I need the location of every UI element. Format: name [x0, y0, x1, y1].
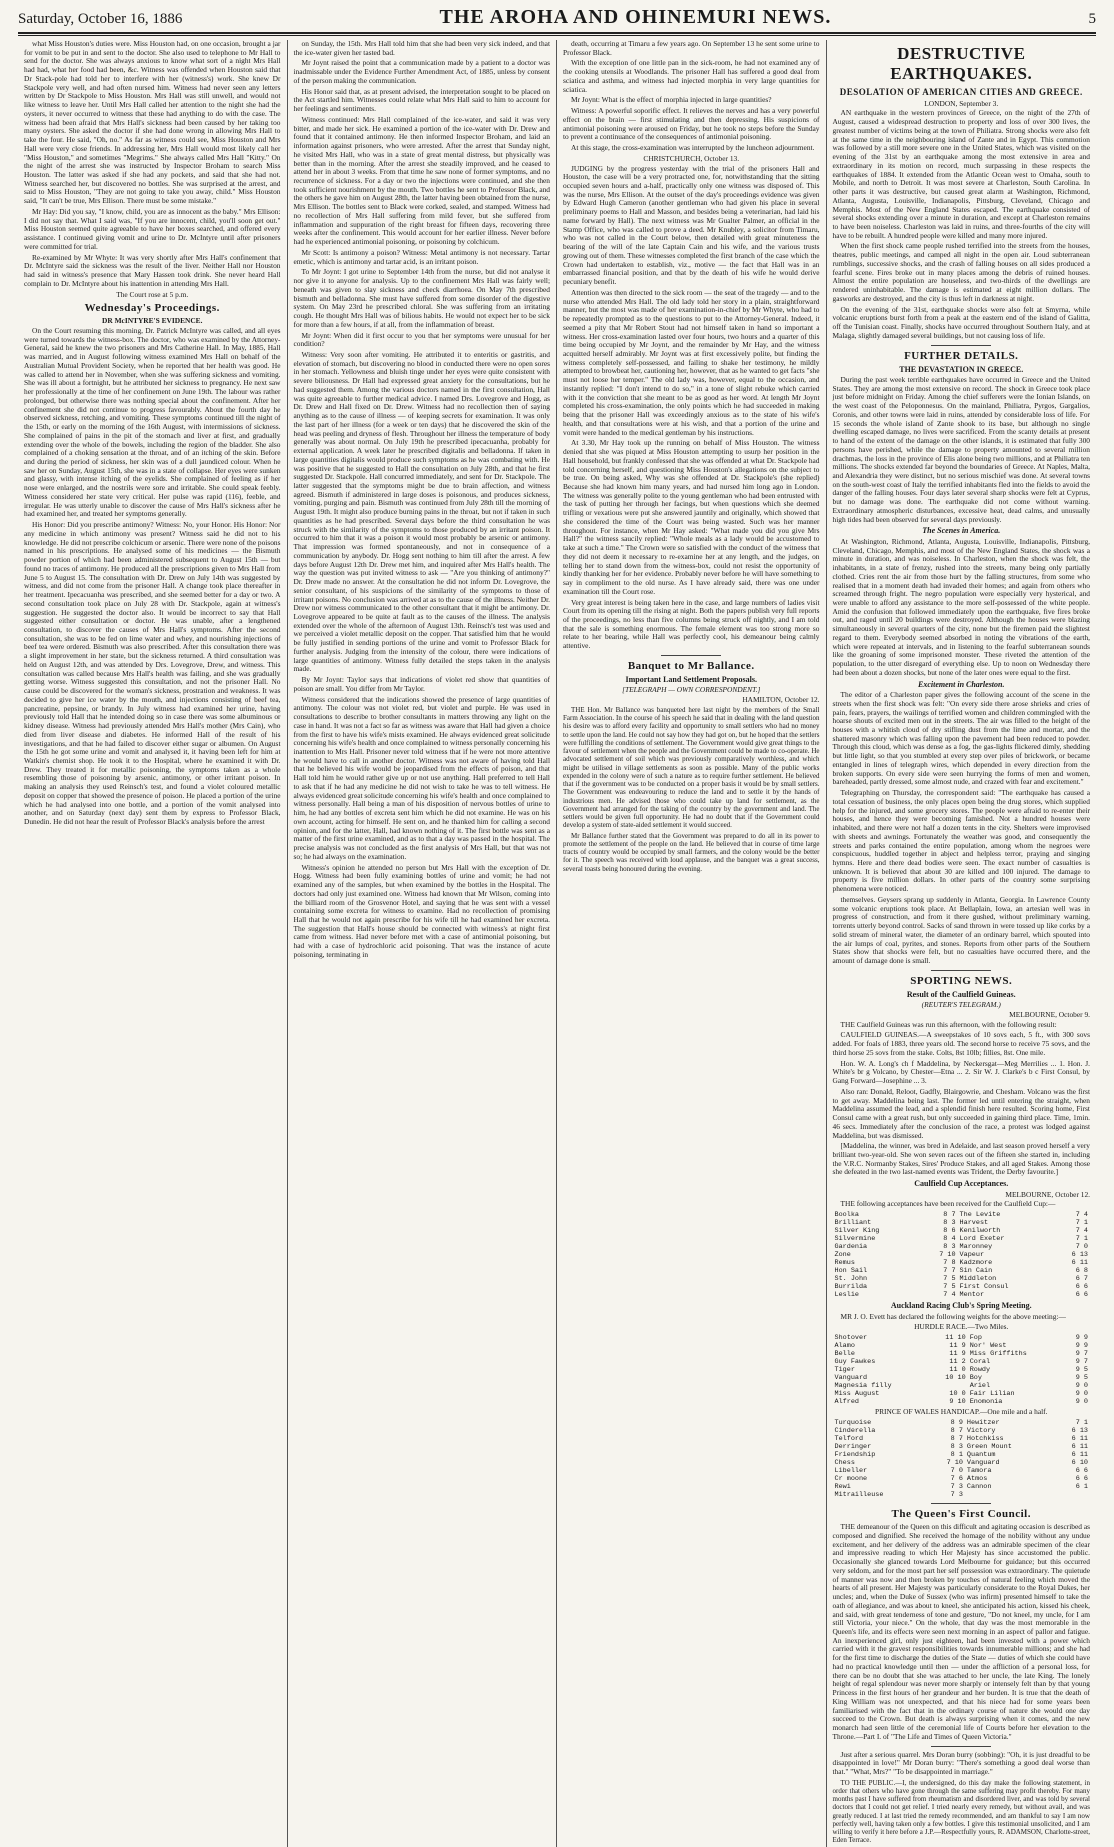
table-row [833, 1259, 1091, 1267]
table-row [833, 1235, 1091, 1243]
paragraph: THE Hon. Mr Ballance was banqueted here last night by the members of the Small Farm Association. In the course of his speech he said that in dealing with the land question his desire was to afford every facility and opportunity to small settlers who had no money to settle upon the land. He could not say how they had got on, but he hoped that the settlers were fulfilling the conditions of settlement. The Government would give great things to the favour of settlement when the people and the Government could be made to co-operate. He advocated settlement of soil which was previously comparatively worthless, and which might be utilised in village settlements as soon as possible. Many of the public works expended in the colony were of such a nature as to require further settlement. He believed that if the government was to be conducted on a proper basis it would be by small settlers. The Government was endeavouring to reduce the land and to settle it by the hands of industrious men. He advised those who could take up land for settlement, as the Government had arranged for the taking of the country by the government and land. The settlers would be given full opportunity. He had no doubt that if the Government could develop a system of state-aided settlement it would succeed. [563, 705, 820, 830]
horse-name: Mitrailleuse [834, 1491, 884, 1500]
table-row [833, 1251, 1091, 1259]
paragraph: By Mr Joynt: Taylor says that indications of violet red show that quantities of poison are small. You differ from Mr Taylor. [293, 675, 550, 693]
horse-weight: 6 1 [1075, 1483, 1088, 1492]
horse-name: Shotover [834, 1334, 868, 1343]
horse-name: Cinderella [834, 1427, 876, 1436]
paragraph: Mr Joynt: What is the effect of morphia injected in large quantities? [571, 95, 772, 105]
horse-name: First Consul [959, 1283, 1009, 1292]
masthead [18, 6, 1096, 34]
dateline: MELBOURNE, October 12. [1005, 1189, 1090, 1199]
horse-weight: 11 2 [949, 1358, 966, 1367]
table-row [833, 1283, 1091, 1291]
horse-name: Hotchkiss [966, 1435, 1004, 1444]
newspaper-title: THE AROHA AND OHINEMURI NEWS. [439, 6, 832, 28]
horse-name: Sin Cain [959, 1267, 993, 1276]
horse-weight: 9 5 [1075, 1374, 1088, 1383]
horse-name: Middleton [959, 1275, 997, 1284]
horse-name: Cr moone [834, 1475, 868, 1484]
heading-queens-council: The Queen's First Council. [891, 1508, 1031, 1521]
subheading-scenes: The Scenes in America. [922, 526, 1001, 536]
table-row [833, 1243, 1091, 1251]
horse-name: St. John [834, 1275, 868, 1284]
table-row [833, 1398, 1091, 1406]
horse-name: Rowdy [969, 1366, 991, 1375]
horse-name: Ariel [969, 1382, 991, 1391]
horse-weight: 6 8 [1075, 1267, 1088, 1276]
horse-weight: 7 5 [943, 1283, 956, 1292]
table-row [833, 1435, 1091, 1443]
horse-weight: 8 3 [950, 1443, 963, 1452]
horse-weight: 6 6 [1075, 1467, 1088, 1476]
paragraph: On the Court resuming this morning, Dr. Patrick McIntyre was called, and all eyes were turned towards the witness-box. The doctor, who was examined by the Attorney-General, said he knew the two prisoners and Mrs Catherine Hall. In May, 1885, Hall was married, and in August following witness examined Mrs Hall on behalf of the Australian Mutual Provident Society, when he reported that her health was good. He was called to attend her in November, when she was suffering sickness and vomiting. She was ill about a fortnight, but he attributed her sickness to pregnancy. He next saw her professionally at the time of her confinement on June 19th. The labour was rather prolonged, but otherwise there was nothing special about the confinement. After her confinement she did not continue to progress favourably. About the fourth day he observed sickness, retching, and vomiting. These symptoms continued till the night of the 15th, or early on the morning of the 16th August, with intermissions of sickness. She complained of pains in the pit of the stomach and liver at first, and gradually extending over the whole of the bowels, including the region of the bladder. She also complained of a choking sensation at the throat, and of an itching of the skin. Before and during the period of sickness, her skin was of a dull jaundiced colour. When he saw her on Sunday, August 15th, she was in a state of collapse. Her eyes were sunken and glassy, with intense itching of the eyelids. She complained of feeling as if her nose were enlarged, and the nostrils were sore and irritable. She could speak feebly. Witness considered her state very critical. Her pulse was rapid (116), feeble, and irregular. He was utterly unable to discover the cause of Mrs Hall's sickness after he had examined her, and treated her symptoms generally. [24, 326, 281, 519]
horse-weight [929, 1382, 968, 1390]
column-4 [827, 40, 1097, 1847]
horse-name: Brilliant [834, 1219, 872, 1228]
columns [18, 39, 1096, 1845]
paragraph: Re-examined by Mr Whyte: It was very shortly after Mrs Hall's confinement that Dr. McIntyre said the sickness was the result of the liver. Neither Hall nor Houston had said in witness's presence that Mary Hassen took drink. She never heard Hall complain to Dr. McIntyre about his inattention in attending Mrs Hall. [24, 252, 281, 288]
horse-weight: 7 1 [1075, 1219, 1088, 1228]
paragraph: The editor of a Charleston paper gives the following account of the scene in the streets when the first shock was felt: "On every side there arose shrieks and cries of pain, fears, prayers, the wailings of terrified women and children commingled with the hoarse shouts of excited men out in the streets. The air was filled to the height of the houses with a whitish cloud of dry stifling dust from the lime and mortar, and the shattered masonry which was falling upon the pavement had been reduced to powder. Through this cloud, which was dense as a fog, the gas-lights flickered dimly, shedding but little light, so that you stumbled at every step over piles of brickwork, or became entangled in lines of telegraph wires, which depended in every direction from the broken supports. On every side were seen hurrying the forms of men and women, bareheaded, partly dressed, some almost nude, and crazed with fear and excitement." [832, 690, 1090, 787]
horse-name: Fair Lilian [969, 1390, 1015, 1399]
paragraph: THE demeanour of the Queen on this difficult and agitating occasion is described as composed and dignified. She received the homage of the nobility without any undue excitement, and her delivery of the address was an admirable specimen of the clear and impressive reading to which Her Majesty has since accustomed the public. Occasionally she glanced towards Lord Melbourne for guidance; but this occurred very seldom, and for the most part her self possession was extraordinary. The quietude of manner was now and then broken by touches of natural feeling which moved the hearts of all present. Her Majesty was particularly considerate to the Royal Dukes, her uncles; and, when the Duke of Sussex (who was infirm) presented himself to take the oath of allegiance, and was about to kneel, she anticipated his action, kissed his cheek, and said, with great tenderness of tone and gesture, "Do not kneel, my uncle, for I am still Victoria, your niece." On the whole, that day was the most memorable in the Queen's life, and its effects were seen next morning in an aspect of pallor and fatigue. An inexperienced girl, only just eighteen, had been invested with a power which carried with it the gravest responsibilities towards innumerable millions; and she had for the first time to discharge the duties of the State — duties of which she could have had no practical knowledge until then — under the affliction of a personal loss, for there can be no doubt that she was attached to her uncle, the late King. The lonely height of regal splendour was never more sharply or intensely felt than by that young Princess in the first hours of her grandeur and her burden. It is true that the death of King William was not unexpected, and that his niece had for some years been familiarised with the fact that in the ordinary course of nature she would one day succeed to the Crown. But death is always surprising when it comes, and the new monarch had seen little of the ceremonial life of Courts before her elevation to the Throne.—Part I. of "The Life and Times of Queen Victoria." [832, 1522, 1090, 1741]
paragraph: Mr Scott: Is antimony a poison? Witness: Metal antimony is not necessary. Tartar emetic, which is antimony and tartar acid, is an irritant poison. [293, 247, 550, 266]
horse-name: Vanguard [834, 1374, 868, 1383]
horse-weight: 7 10 [946, 1459, 963, 1468]
horse-weight: 8 6 [943, 1227, 956, 1236]
horse-name: Silver King [834, 1227, 880, 1236]
paragraph: themselves. Geysers sprang up suddenly in Atlanta, Georgia. In Lawrence County some volcanic eruptions took place. At Bellaplain, Iowa, an artesian well was in progress of construction, and from it there gushed, without preliminary warning, torrents utterly beyond control. Sacks of sand thrown in were tossed up like corks by a solid stream of mineral water, the diameter of an ordinary barrel, which spouted into the air lumps of coal, pyrites, and stones. Reports from other parts of the Southern States show that shocks were felt, but no casualties have occurred there, and the amount of damage done is small. [832, 894, 1090, 966]
paragraph: Mr Ballance further stated that the Government was prepared to do all in its power to promote the settlement of the people on the land. He believed that in course of time large tracts of country would be occupied by small farmers, and the colony would be the better for it. The speech was received with loud applause, and the banquet was a great success, several toasts being honoured during the evening. [563, 831, 820, 873]
paragraph: death, occurring at Timaru a few years ago. On September 13 he sent some urine to Professor Black. [563, 39, 820, 57]
paragraph: Witness's opinion he attended no person but Mrs Hall with the exception of Dr. Hogg. Witness had been fully examining bottles of urine and vomit; he had not examined any of the samples, but when examined by the bottles in the Hospital. The doctors had only just examined one. Witness had known that Mr Wilson, coming into the billiard room of the Grosvenor Hotel, and saying that he was sent with a vessel containing some excreta for witness to examine. Had no recollection of promising Hall that he would not again prescribe for his wife till he had examined her excreta. The suggestion that Hall's house should be connected with witness's at night first came from witness. Had never before met with a case of antimonial poisoning, but had with a case of hydrochloric acid poisoning. That was the instance of acute poisoning, terminating in [293, 862, 550, 959]
paragraph: JUDGING by the progress yesterday with the trial of the prisoners Hall and Houston, the case will be a very protracted one, for, notwithstanding that the sitting occupied seven hours and a-half, practically only one witness was disposed of. This was the nurse, Mrs Ellison. At the outset of the day's proceedings evidence was given by Edward Hugh Cameron (another gentleman who had given his place in several preliminary poems to Hall and Masson, and besides being a veterinarian, had laid his name forward by Hall). The next witness was Mr Gualter Palmer, an official in the Stamp Office, who was called to prove a deed. Mr Knubley, a solicitor from Timaru, who was not called in the Court below, then detailed with great minuteness the bearing of the will of the late Captain Cain and his wife, and the various trusts growing out of them. These witnesses completed the first branch of the case which the Crown had undertaken to establish, viz., motive — the fact that Hall was in an embarrassed financial position, and that by the death of his wife he would derive pecuniary benefit. [563, 163, 820, 287]
horse-weight: 7 4 [1075, 1211, 1088, 1220]
horse-weight: 8 3 [943, 1219, 956, 1228]
table-row [833, 1443, 1091, 1451]
race-title: HURDLE RACE.—Two Miles. [914, 1322, 1009, 1332]
heading-banquet: Banquet to Mr Ballance. [627, 659, 755, 672]
horse-name: Vapeur [959, 1251, 985, 1260]
table-row [833, 1219, 1091, 1227]
horse-name: Tamora [966, 1467, 992, 1476]
paragraph: CAULFIELD GUINEAS.—A sweepstakes of 10 sovs each, 5 ft., with 300 sovs added. For foals of 1883, three years old. The second horse to receive 75 sovs, and the third horse 25 sovs from the stake. Colts, 8st 10lb; fillies, 8st. One mile. [832, 1030, 1090, 1057]
divider [931, 1746, 991, 1747]
horse-weight: 7 4 [1075, 1227, 1088, 1236]
paragraph: AN earthquake in the western provinces of Greece, on the night of the 27th of August, caused a widespread destruction to property and loss of over 300 lives, the greatest number of victims being at the town of Philiatra. Strong shocks were also felt at the same time in the neighbouring island of Zante and in Egypt. This commotion was followed by a still more severe one in the United States, which was visited on the evening of the 31st by an earthquake among the most extensive in area and extraordinary in its motion on record, much surpassing in these respects the earthquakes of 1884. It extended from the Atlantic Ocean west to Omaha, south to Mobile, and north to Detroit. It was most severe at Charleston, South Carolina. In other parts it was destructive, but caused great alarm at Washington, Richmond, Atlanta, Augusta, Louisville, Indianapolis, Pittsburg, Cleveland, Chicago and Memphis. Most of the New England States escaped. The earthquake consisted of several shocks extending over a minute in duration, and except at Charleston remains to have been noiseless. Charleston was laid in ruins, and three-fourths of the city will have to be rebuilt. A hundred people were killed and many more injured. [832, 108, 1090, 240]
column-1 [18, 40, 288, 1847]
horse-weight: 8 7 [943, 1211, 956, 1220]
horse-weight: 11 10 [945, 1334, 966, 1343]
divider [931, 970, 991, 971]
horse-weight: 9 0 [1075, 1390, 1088, 1399]
subheading-earthquakes: DESOLATION OF AMERICAN CITIES AND GREECE. [839, 87, 1083, 98]
table-row [833, 1491, 1091, 1499]
paragraph: Mr Joynt: When did it first occur to you that her symptoms were unusual for her condition? [293, 330, 550, 349]
horse-weight: 6 13 [1071, 1427, 1088, 1436]
horse-weight: 9 7 [1075, 1358, 1088, 1367]
telegraph-credit: (REUTER'S TELEGRAM.) [921, 1000, 1001, 1010]
subheading-excitement: Excitement in Charleston. [918, 679, 1005, 689]
paragraph: His Honor said that, as at present advised, the interpretation sought to be placed on the Act startled him. Witnesses could relate what Mrs Hall said to him to account for her feelings and sentiments. [293, 86, 550, 114]
paragraph: When the first shock came people rushed terrified into the streets from the houses, theatres, public meetings, and camped all night in the open air. Loud subterranean rumblings, successive shocks, and the crash of falling houses on all sides produced a fearful scene. Fires broke out in many places among the debris of ruined houses. Almost the entire population are houseless, and two-thirds of the dwellings are rendered uninhabitable. The damage is estimated at eight million dollars. The gasworks are destroyed, and the city is thus left in darkness at night. [832, 241, 1090, 303]
horse-weight: 6 7 [1075, 1275, 1088, 1284]
section-subheading: DR McINTYRE'S EVIDENCE. [102, 316, 203, 326]
section-heading-wednesday: Wednesday's Proceedings. [84, 302, 220, 315]
dateline: CHRISTCHURCH, October 13. [643, 153, 740, 163]
horse-weight: 7 7 [943, 1267, 956, 1276]
subheading-cup-acceptances: Caulfield Cup Acceptances. [914, 1179, 1009, 1189]
horse-weight: 9 0 [1075, 1398, 1088, 1407]
horse-weight: 6 6 [1075, 1291, 1088, 1300]
horse-weight: 11 9 [949, 1342, 966, 1351]
horse-name: Miss Griffiths [969, 1350, 1027, 1359]
paragraph: With the exception of one little pan in the sick-room, he had not examined any of the cooking utensils at Woodlands. The prisoner Hall has suffered a good deal from sciatica and asthma, and witness had injected morphia in very large quantities for sciatica. [563, 58, 820, 94]
horse-name: Enomonia [969, 1398, 1003, 1407]
horse-weight: 7 6 [950, 1475, 963, 1484]
horse-name: Chess [834, 1459, 855, 1468]
paragraph: THE following acceptances have been received for the Caulfield Cup:— [840, 1199, 1056, 1209]
paragraph: TO THE PUBLIC.—I, the undersigned, do this day make the following statement, in order that others who have gone through the same suffering may profit thereby. For many months past I have suffered from rheumatism and disordered liver, and was told by several doctors that I could not get relief. I tried nearly every remedy, but without avail, and was greatly reduced. I at last tried the remedy recommended, and am thankful to say I am now perfectly well, having taken only a few bottles. I give this testimonial unsolicited, and I am willing to verify it here before a J.P.—Respectfully yours, R. ADAMSON, Charlotte-street, Eden Terrace. [832, 1778, 1090, 1845]
horse-name: Friendship [834, 1451, 876, 1460]
paragraph: Telegraphing on Thursday, the correspondent said: "The earthquake has caused a total cessation of business, the only places open being the drug stores, which supplied help for the injured, and some grocery stores. The people were afraid to re-enter their houses, and hence they were becoming famished. Not a hundred houses were inhabited, and there were not half a dozen tents in the city. Shelters were improvised with sheets and awnings. Fortunately the weather was good, and consequently the streets and parks contained the entire population, among whom the negroes were conspicuous, huddled together in abject and helpless terror, praying and singing hymns. Here and there dead bodies were seen. The exact number of casualties is unknown. It is believed that about 30 are killed and 100 injured. The damage to property is five million dollars. In other parts of the country some surprising phenomena were noticed. [832, 788, 1090, 894]
horse-name: Burrilda [834, 1283, 868, 1292]
horse-weight: 9 9 [1075, 1334, 1088, 1343]
horse-name: Quantum [966, 1451, 996, 1460]
table-row [833, 1390, 1091, 1398]
heading-further-details: FURTHER DETAILS. [904, 349, 1019, 362]
table-row [833, 1451, 1091, 1459]
horse-name: Vanguard [966, 1459, 1000, 1468]
horse-weight: 9 5 [1075, 1366, 1088, 1375]
horse-name: Kenilworth [959, 1227, 1001, 1236]
horse-name: Leslie [834, 1291, 859, 1300]
horse-weight: 6 10 [1071, 1459, 1088, 1468]
heading-earthquakes: DESTRUCTIVE EARTHQUAKES. [890, 44, 1033, 84]
horse-weight: 7 4 [943, 1291, 956, 1300]
paragraph: Witness: Very soon after vomiting. He attributed it to enteritis or gastritis, and elevation of stomach, but discovering no blood in conducted there were no open sores in her stomach. Yellowness and bluish tinge under her eyes were quite consistent with severe biliousness. Dr Hall had expressed great anxiety for the consultations, but he had suggested them. Among the various doctors named in the first consultation, Hall was quite agreeable to further medical advice. I named Drs. Lovegrove and Hogg, as Dr. Drew and Hall fixed on Dr. Drew. Witness had no recollection then of saying anything as to the cause of illness — of keeping secrets for examination. It was only the last part of her illness (for a week or ten days) that he discovered the skin of the head was peeling and dryness of flesh. Throughout her illness the temperature of body generally was about normal. On July 19th he prescribed ipecacuanha, probably for external application. A week later he prescribed digitalis and belladonna. If taken in large quantities digitalis would produce such symptoms as he was combating with. He was positive that he suggested to Hall the consultation on July 28th, and that he first suggested Dr. Stackpole. Hall concurred immediately, and sent for Dr. Stackpole. The latter suggested that the symptoms might be due to brain affection, and witness agreed. Bismuth if administered in large doses is poisonous, and produces sickness, vomiting, purging and pain. Bismuth was continued from July 28th till the morning of August 19th. It might also produce burning pains in the throat, but not if taken in such quantities as he had prescribed. Several days before the third consultation he was struck with the similarity of the symptoms to those produced by an irritant poison. It occurred to him that it was a poison it would most probably be arsenic or antimony. That impression was formed spontaneously, and not in consequence of a communication by anybody. Dr. Hogg sent nothing to him till after the arrest. A few days before August 12th Dr. Drew met him, and inquired after Mrs Hall's health. The way the question was put invited witness to ask — "Are you thinking of antimony?" Dr. Drew made no answer. At the consultation he did not inform Dr. Lovegrove, the senior consultant, of his suspicions of the similarity of the symptoms to those of irritant poisons. No conclusion was arrived at as to the cause of the illness. Neither Dr. Drew nor witness communicated to the other consultant that it might be antimony. Dr. Lovegrove appeared to be quite at fault as to the causes of the illness. The analysis extended over the whole of the afternoon of August 13th. Reinsch's test was used and we perceived a violet metallic deposit on the copper. That satisfied him that he would be fully justified in sending portions of the urine and vomit to Professor Black for further analysis. Judging from the intensity of the colour, there were indications of large quantities of antimony. Witness fully detailed the steps taken in the analysis made. [293, 349, 550, 674]
horse-weight: 6 11 [1071, 1443, 1088, 1452]
horse-weight: 6 6 [1075, 1283, 1088, 1292]
column-2 [288, 40, 558, 1847]
horse-name: Remus [834, 1259, 855, 1268]
paragraph: To Mr Joynt: I got urine to September 14th from the nurse, but did not analyse it nor give it to anyone for analysis. Up to the confinement Mrs Hall was fairly well; beneath was given to slay sickness and check diarrhoea. On May 7th prescribed bismuth and belladonna. She must have suffered from some disorder of the digestive system. On May 23rd he prescribed chloral. She was suffering from an irritating cough. He thought Mrs Hall was of bilious habits. He would not expect her to be sick for more than a few hours, if at all, from the inflammation of breast. [293, 267, 550, 329]
horse-weight: 7 3 [950, 1491, 963, 1500]
horse-weight: 7 8 [943, 1259, 956, 1268]
dateline: LONDON, September 3. [924, 98, 999, 108]
table-row [833, 1467, 1091, 1475]
horse-weight: 7 1 [1075, 1235, 1088, 1244]
horse-name: Turquoise [834, 1419, 872, 1428]
horse-weight: 11 9 [949, 1350, 966, 1359]
divider [931, 345, 991, 346]
horse-weight: 9 7 [1075, 1350, 1088, 1359]
paragraph: THE Caulfield Guineas was run this afternoon, with the following result: [840, 1019, 1057, 1029]
masthead-rule [18, 35, 1096, 36]
horse-name: Gardenia [834, 1243, 868, 1252]
subheading-devastation: THE DEVASTATION IN GREECE. [899, 364, 1024, 374]
horse-weight: 7 5 [943, 1275, 956, 1284]
horse-weight: 9 9 [1075, 1342, 1088, 1351]
horse-name: Zone [834, 1251, 851, 1260]
horse-name: Telford [834, 1435, 864, 1444]
divider [661, 655, 721, 656]
horse-weight: 9 0 [1075, 1382, 1088, 1391]
table-row [833, 1334, 1091, 1342]
dateline: HAMILTON, October 12. [742, 695, 820, 705]
divider [931, 1503, 991, 1504]
paragraph: On the evening of the 31st, earthquake shocks were also felt at Smyrna, while volcanic eruptions burst forth from a peak at the eastern end of the island of Galitta, off the Tunisian coast. Finally, shocks have occurred throughout Southern Italy, and at Malaga, slightly damaged several buildings, but not causing loss of life. [832, 304, 1090, 340]
paragraph: Very great interest is being taken here in the case, and large numbers of ladies visit Court from its opening till the rising at night. Both the papers publish very full reports of the proceedings, no less than five columns being struck off nightly, and I am told that the sale is something enormous. The female element was too strong more so relate to her bearing, while Hall was perfectly cool, his demeanour being calmly attentive. [563, 597, 820, 651]
table-row [833, 1427, 1091, 1435]
cup-acceptances-table [833, 1211, 1091, 1299]
horse-weight: 10 10 [945, 1374, 966, 1383]
table-row [833, 1267, 1091, 1275]
paragraph: [Maddelina, the winner, was bred in Adelaide, and last season proved herself a very brilliant two-year-old. She won seven races out of the fifteen she started in, including the V.R.C. Normanby Stakes, Sires' Produce Stakes, and all aged Stakes. Among those she defeated in the two last-named events was Trident, the Derby favourite.] [832, 1141, 1090, 1177]
horse-weight: 6 11 [1071, 1451, 1088, 1460]
subheading-guineas: Result of the Caulfield Guineas. [906, 989, 1016, 999]
horse-weight: 8 4 [943, 1235, 956, 1244]
horse-weight: 7 3 [950, 1483, 963, 1492]
table-row [833, 1483, 1091, 1491]
telegraph-credit: [TELEGRAPH — OWN CORRESPONDENT.] [622, 685, 761, 695]
horse-name: Rewi [834, 1483, 851, 1492]
horse-weight: 10 0 [949, 1390, 966, 1399]
horse-name: Guy Fawkes [834, 1358, 876, 1367]
horse-weight: 7 1 [1075, 1419, 1088, 1428]
court-rose-note: The Court rose at 5 p.m. [116, 289, 189, 299]
horse-name: Magnesia filly [834, 1382, 892, 1391]
table-row [833, 1419, 1091, 1427]
horse-name: Alamo [834, 1342, 855, 1351]
table-row [833, 1291, 1091, 1299]
issue-date: Saturday, October 16, 1886 [18, 11, 183, 27]
horse-name: Green Mount [966, 1443, 1012, 1452]
column-3 [557, 40, 827, 1847]
horse-weight: 6 11 [1071, 1435, 1088, 1444]
horse-name [965, 1491, 1053, 1499]
horse-name: Kadzmore [959, 1259, 993, 1268]
horse-name: The Levite [959, 1211, 1001, 1220]
table-row [833, 1382, 1091, 1390]
horse-name: Tiger [834, 1366, 855, 1375]
race-title: PRINCE OF WALES HANDICAP.—One mile and a half. [874, 1407, 1048, 1417]
horse-weight [1053, 1491, 1090, 1499]
subheading-auckland-racing: Auckland Racing Club's Spring Meeting. [890, 1301, 1032, 1311]
heading-sporting: SPORTING NEWS. [910, 974, 1013, 987]
table-row [833, 1459, 1091, 1467]
paragraph: Mr Joynt raised the point that a communication made by a patient to a doctor was inadmissable under the Evidence Further Amendment Act, of 1885, unless by consent of the person making the communication. [293, 58, 550, 85]
horse-name: Alfred [834, 1398, 859, 1407]
paragraph: Witness continued: Mrs Hall complained of the ice-water, and said it was very bitter, and made her sick. He examined a portion of the ice-water with Dr. Drew and found that it contained antimony. He then informed Inspector Broham, and laid an information against prisoners, who were arrested. After the arrest that Sunday night, he visited Mrs Hall, who was in a state of great mental distress, but physically was better than in the morning. After the arrest she steadily improved, and he ceased to attend her in about 3 weeks. From that time he saw none of former symptoms, and no recurrence of sickness. For a day or two the injections were continued, and she then took sufficient nourishment by the mouth. Two bottles he sent to Professor Black, and the others he gave him on August 28th, the latter having been obtained from the nurse, Mrs Ellison. The bottles sent to Black were corked, sealed, and stamped. Witness had no recollection of Mrs Hall suffering from mild fever, but she suffered from inflammation and suppuration of the right breast for fifteen days, recovering three weeks after the confinement. This would account for her earlier illness. Never before had he experienced antimonial poisoning, or poisoning by colchicum. [293, 114, 550, 247]
table-row [833, 1342, 1091, 1350]
horse-weight: 8 9 [950, 1419, 963, 1428]
paragraph: Just after a serious quarrel. Mrs Doran burry (sobbing): "Oh, it is just dreadful to be disappointed in love!" Mr Doran burry: "There's something a good deal worse than that." "What, Mrs?" "To be disappointed in marriage." [832, 1749, 1090, 1776]
paragraph: on Sunday, the 15th. Mrs Hall told him that she had been very sick indeed, and that the ice-water given her tasted bad. [293, 39, 550, 57]
horse-name: Lord Exeter [959, 1235, 1005, 1244]
horse-name: Cannon [966, 1483, 992, 1492]
horse-weight: 8 7 [950, 1435, 963, 1444]
paragraph: Attention was then directed to the sick room — the seat of the tragedy — and to the nurse who attended Mrs Hall. The old lady told her story in a plain, straightforward manner, but the most was made of her examination-in-chief by Mr Whyte, who had to be repeatedly prompted as to the questions to put to the Attorney-General. Indeed, it seemed a pity that Mr Robert Stout had not himself taken in hand so important a witness. Her cross-examination lasted over four hours, two hours and a quarter of this time being occupied by Mr Joynt, and the remainder by Mr Hay, and the witness acquitted herself admirably. Mr Joynt was at first excessively polite, but finding the witness completely self-possessed, and failing to shake her testimony, he mildly attempted to browbeat her, cautioning her, however, that as he wanted to get facts "she must not loose her temper." The old lady was, however, equal to the occasion, and instantly replied: "I don't intend to do so," in a tone of slight rebuke which carried with it the conviction that she meant to be as good as her word. At length Mr Joynt completed his cross-examination, the only points which he had succeeded in making being that the prisoner Hall was exceedingly anxious as to the state of his wife's health, and that consultations were at his wish, and that a portion of the urine and vomit were handed to the medical gentleman by his instructions. [563, 287, 820, 437]
horse-name: Miss August [834, 1390, 880, 1399]
table-row [833, 1366, 1091, 1374]
horse-weight: 6 11 [1071, 1259, 1088, 1268]
paragraph: At 3.30, Mr Hay took up the running on behalf of Miss Houston. The witness denied that she was piqued at Miss Houston attempting to usurp her position in the Hall household, but frankly confessed that she was offended at what Dr. Stackpole had told concerning herself, and questioning Miss Houston's allegations on the subject to be true. On being asked, Why was she offended at Dr. Stackpole's (she replied) Because she had known him many years, and had nursed him long ago in London. The witness was generally polite to the young gentleman who had been entrusted with the task of putting her through her facings, but when questions which she deemed trifling or vexatious were put she answered jauntily and originally, which showed that she considered the time of the Court was being wasted. Such was her manner throughout. For instance, when Mr Hay asked: "What made you did you give Mrs Hall?" the witness saucily replied: "Whole meals as a lady would be accustomed to take at such a time." The Crown were so satisfied with the conduct of the witness that they did not deem it necessary to re-examine her at any length, and the judges, on telling her to stand down from the witness-box, could not resist the opportunity of kindly thanking her for her evidence. Probably never before he will have something to say in compliment to the old nurse. As I have already said, there was one under examination till the Court rose. [563, 438, 820, 596]
horse-name: Boy [969, 1374, 982, 1383]
horse-name: Coral [969, 1358, 991, 1367]
horse-weight: 7 0 [950, 1467, 963, 1476]
page-number: 5 [1088, 11, 1096, 27]
horse-weight: 6 6 [1075, 1475, 1088, 1484]
horse-weight: 7 0 [1075, 1243, 1088, 1252]
horse-name: Hewitzer [966, 1419, 1000, 1428]
horse-name: Hon Sail [834, 1267, 868, 1276]
horse-name: Silvermine [834, 1235, 876, 1244]
horse-name: Harvest [959, 1219, 989, 1228]
horse-weight: 8 7 [950, 1427, 963, 1436]
horse-weight: 11 0 [949, 1366, 966, 1375]
subheading-banquet: Important Land Settlement Proposals. [625, 674, 757, 684]
paragraph: Also ran: Donald, Reloot, Gadfly, Blairgowrie, and Chesham. Volcano was the first to get away. Maddelina being last. The former led until entering the straight, when Maddelina assumed the lead, and a splendid finish here resulted. Scoring home, First Consul came with a great rush, but only succeeded in gaining third place. Time, 1min. 46 secs. Immediately after the conclusion of the race, a protest was lodged against Maddelina, but was dismissed. [832, 1086, 1090, 1140]
horse-name: Boolka [834, 1211, 859, 1220]
horse-name: Atmos [966, 1475, 988, 1484]
horse-name: Derringer [834, 1443, 872, 1452]
horse-name: Mentor [959, 1291, 985, 1300]
paragraph: At this stage, the cross-examination was interrupted by the luncheon adjournment. [571, 143, 815, 153]
table-row [833, 1350, 1091, 1358]
paragraph: Hon. W. A. Long's ch f Maddelina, by Neckersgat—Meg Merrilies ... 1. Hon. J. White's br g Volcano, by Chester—Etna ... 2. Sir W. J. Clarke's b c First Consul, by Gang Forward—Josephine ... 3. [832, 1058, 1090, 1086]
hurdle-weights-table [833, 1334, 1091, 1406]
handicap-weights-table [833, 1419, 1091, 1499]
table-row [833, 1211, 1091, 1219]
table-row [833, 1275, 1091, 1283]
paragraph: MR J. O. Evett has declared the following weights for the above meeting:— [840, 1311, 1066, 1321]
paragraph: Mr Hay: Did you say, "I know, child, you are as innocent as the baby." Mrs Ellison: I did not say that. What I said was, "If you are innocent, child, you'll soon get out." Miss Houston seemed quite agreeable to have her boxes searched, and offered every assistance. I continued giving vomit and urine to Dr. McIntyre until after prisoners were committed for trial. [24, 206, 281, 251]
horse-weight: 7 10 [939, 1251, 956, 1260]
table-row [833, 1358, 1091, 1366]
paragraph: At Washington, Richmond, Atlanta, Augusta, Louisville, Indianapolis, Pittsburg, Cleveland, Chicago, Memphis, and most of the New England States, the shock was a minute in duration, and was noiseless. In Charleston, when the shock was felt, the inhabitants, in a state of frenzy, rushed into the streets, many being only partially clothed. Cries rent the air from those hurt by the falling structures, from some who realised that in a moment death had invaded their homes; and again from others who screamed through fright. The negro population were especially very hysterical, and were unable to afford any assistance to the more self-possessed of the white people. Amid the confusion that followed immediately upon the earthquake, five fires broke out, and raged until 20 buildings were destroyed. Although the houses were blazing simultaneously in several quarters of the city, none but the firemen paid the slightest regard to them. Everybody seemed absorbed in noting the vibrations of the earth, which were repeated at intervals, and in listening to the fearful subterranean sounds like the groaning of some imprisoned monster. These riveted the attention of the population, to the utter disregard of everything else. Up to noon on Wednesday there had been about a dozen shocks, but none of the later ones were equal to the first. [832, 536, 1090, 677]
horse-name: Libeller [834, 1467, 868, 1476]
paragraph: During the past week terrible earthquakes have occurred in Greece and the United States. They are among the most extensive on record. The shock in Greece took place just before midnight on Friday. Among the chief sufferers were the Ionian Islands, on the west coast of the Peloponnesus. On the mainland, Philiatra, Pyrgos, Gargalios, Coronis, and other towns were laid in ruins, attended by considerable loss of life. For 15 seconds the whole island of Zante shook to its base, but although no single dwelling escaped damage, no lives were sacrificed. From the scanty details at present to hand of the extent of the damage on the other islands, it is estimated that fully 300 persons have perished, while the damage to property amounted to several million drachmas, the loss in the province of Elis alone being two millions, and at Philiatra ten millions. The shocks extended far beyond the boundaries of Greece. At Naples, Malta, and Alexandria they were distinct, but no serious mischief was done. At several towns on the south-west coast of Italy the terrified inhabitants fled into the fields to avoid the danger of the falling houses. Four days later several sharp shocks were felt at Cyprus, but no damage was done. The earthquake did not come without warning. Extraordinary atmospheric disturbances, excessive heat, dead calms, and unusually high tides had been observed for several days previously. [832, 374, 1090, 524]
table-row [833, 1227, 1091, 1235]
dateline: MELBOURNE, October 9. [1009, 1009, 1090, 1019]
horse-weight: 9 10 [949, 1398, 966, 1407]
horse-name: Belle [834, 1350, 855, 1359]
horse-weight: 8 3 [943, 1243, 956, 1252]
table-row [833, 1475, 1091, 1483]
table-row [833, 1374, 1091, 1382]
horse-name: Maronney [959, 1243, 993, 1252]
horse-name: Victory [966, 1427, 996, 1436]
horse-weight: 6 13 [1071, 1251, 1088, 1260]
paragraph: Witness: A powerful soporific effect. It relieves the nerves and has a very powerful effect on the brain — first stimulating and then depressing. His suspicions of antimonial poisoning were aroused on Friday, but he took no steps before the Sunday to prevent a continuance of the consequences of antimonial poisoning. [563, 106, 820, 142]
paragraph: Witness considered that the indications showed the presence of large quantities of antimony. The colour was not violet red, but violet and purple. He was used in consultations to describe to brother consultants in matters throwing any light on the case in hand. It was not a fact so far as witness was aware that Hall had given a choice from the first to have his wife's mists examined. He always evidenced great solicitude concerning his wife's health and once complained to witness personally concerning his inattention to Mrs Hall. Prisoner never told witness that if he were not more attentive he would have to call in another doctor. Witness was not aware of having told Hall that he believed his wife would be jeopardised from the effects of poison, and that Hall told him he would rather give up or not use anything. Hall preferred to tell Hall to ask that if he had any medicine he did not wish to take he was to tell witness. He always evidenced great solicitude concerning his wife's health and once complained to witness personally. Hall being a man of his disposition of nervous bottles of urine to him, he had any bottles of excreta sent him which he did not examine. He was on his own account, acting for himself. He sent on, and he thanked him for calling a second opinion, and for the latter, Hall, had known nothing of it. The first bottle was sent as a matter of the first urine examined, and as to that a day was passed in the hospital. The precise analysis was not concluded as the first analysis of Mrs Hall, but that was not so; he had always on the examination. [293, 694, 550, 861]
paragraph: what Miss Houston's duties were. Miss Houston had, on one occasion, brought a jar for vomit to be put in and sent to the doctor. She also used to telephone to Mr Hall to send for the doctor. She was always anxious to know what sort of a night Mrs Hall had had, what her food had been, &c. Witness was offended when Houston said that Dr Stack-pole had told her to interfere with her (witness's) work. She knew Dr Stackpole very well, and had often nursed him. Witness had never seen any letters written by Dr Stackpole to Miss Houston. Mrs Hall was still unwell, and would not like witness to leave her. Until Mrs Hall called her attention to the night she had the oysters, it never occurred to witness that these had anything to do with the case. The witness had been afraid that Mrs Hall's sickness had been caused by her taking too many oysters. She asked the doctor if she had done wrong in allowing Mrs Hall to take the four. He said, "Oh, no." As far as witness could see, Miss Houston and Mrs Hall were very close friends. In addressing her, Mrs Hall would most likely call her "Miss Houston," and sometimes "Megrims." She always called Mrs Hall "Kitty." On the night of the arrest she was instructed by Inspector Broham to search Miss Houston. The latter was asked if she had any pockets, and said that she had not. Witness searched her, but discovered no bottles. She was surprised at the arrest, and said to Miss Houston, "They are not going to take you away, child." Miss Houston said, "It can't be true, Mrs Ellison. There must be some mistake." [24, 39, 281, 206]
horse-name: Nor' West [969, 1342, 1007, 1351]
paragraph: His Honor: Did you prescribe antimony? Witness: No, your Honor. His Honor: Nor any medicine in which antimony was present? Witness said he did not to his knowledge. He did not prescribe colchicum or arsenic. There were none of the poisons named in his prescriptions. He analysed some of his medicines — the Bismuth powder portion of which had been administered subsequent to August 15th — but found no traces of antimony. He produced all the prescriptions given to Mrs Hall from June 5 to August 15. The consultation with Dr. Drew on July 14th was suggested by witness, and did not come from the prisoner Hall. A change took place thereafter in her treatment. Ipecacuanha was prescribed, and she seemed better for a day or two. A second consultation took place on July 28 with Dr. Stackpole, again at witness's suggestion. He suggested the doctor also. It would be incorrect to say that Hall suggested either consultation or doctor. He was unable, after a lengthened consultation, to discover the causes of Mrs Hall's symptoms. After the second consultation, she was to be fed on lime water and whey, and nourishing injections of beef tea were ordered. Bismuth was also prescribed. After this consultation there was a slight improvement in her state, but the sickness returned. A third consultation was held on August 12th, and was attended by Drs. Lovegrove, Drew, and witness. This consultation was called because Mrs Hall's health was failing, and she was gradually getting worse. Witness suggested this consultation, and not the prisoner Hall. No cause could be discovered for the woman's sickness, prostration and weakness. It was decided to give her ice water by the mouth, and injections consisting of beef tea, pancreatine, pepsine, or brandy. In July witness had examined her urine, having previously told Hall that he intended doing so in case there was some albuminous or kidney disease. Witness had previously attended Mrs Hall's mother (Mrs Cain), who died from liver disease and diabetes. He informed Hall of the result of his investigations, and that he had failed to discover either sugar or albumen. On August the 15th he got some urine and vomit and analysed it, it having been left for him at Watkin's chemist shop. He took it to the Hospital, where he examined it with Dr. Drew. They treated it for metallic poisoning, the symptoms taken as a whole resembling those of poisoning by arsenic, antimony, or other irritant poison. In making an analysis they used Reinsch's test, and found a violet coloured metallic deposit on copper that showed the presence of poison. He placed a portion of the urine which he had analysed into one bottle, and a portion of the vomit analysed into another, and on Saturday (next day) sent them by express to Professor Black, Dunedin. He did not hear the result of Professor Black's analysis before the arrest [24, 520, 281, 827]
horse-name: Fop [969, 1334, 982, 1343]
horse-weight: 8 1 [950, 1451, 963, 1460]
